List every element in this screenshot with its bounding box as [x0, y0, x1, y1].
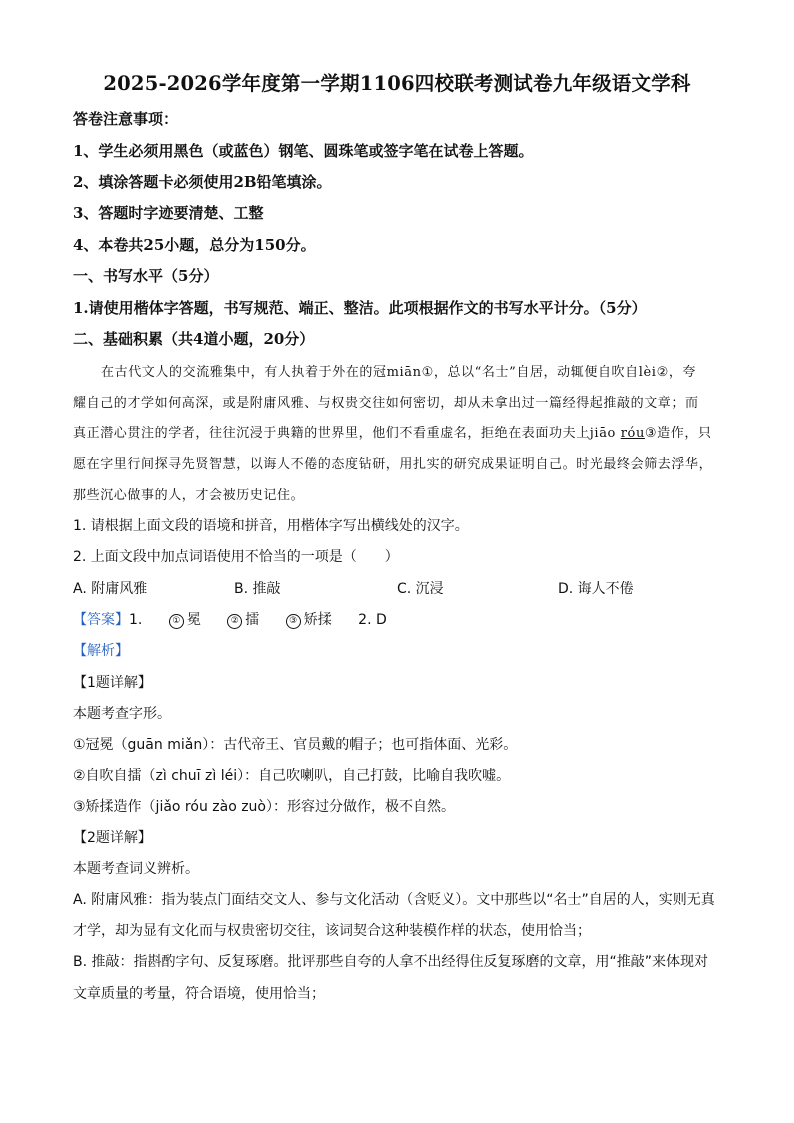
passage-line: 那些沉心做事的人，才会被历史记住。: [73, 488, 305, 503]
q1-intro: 本题考查字形。: [73, 706, 171, 722]
answer-q1-number: 1.: [129, 612, 143, 628]
analysis-tag: 【解析】: [73, 643, 129, 659]
option-d: D. 诲人不倦: [558, 581, 634, 597]
q1-detail-heading: 【1题详解】: [73, 675, 152, 691]
option-c: C. 沉浸: [397, 581, 444, 597]
passage-line: 耀自己的才学如何高深，或是附庸风雅、与权贵交往如何密切，却从未拿出过一篇经得起推敲的文章；而: [73, 396, 699, 411]
passage-line: 在古代文人的交流雅集中，有人执着于外在的冠miān①，总以“名士”自居，动辄便自吹自lèi②，夸: [101, 365, 697, 380]
q2-explain-b: B. 推敲：指斟酌字句、反复琢磨。批评那些自夸的人拿不出经得住反复琢磨的文章，用“推敲”来体现对: [73, 954, 709, 970]
answer-mark: ②: [227, 614, 242, 629]
answer-tag: 【答案】: [73, 612, 129, 628]
answer-q2: 2. D: [358, 612, 387, 628]
exam-title: 2025-2026学年度第一学期1106四校联考测试卷九年级语文学科: [103, 72, 691, 95]
answer-value: 擂: [245, 612, 260, 628]
passage-text: 真正潜心贯注的学者，往往沉浸于典籍的世界里，他们不看重虚名，拒绝在表面功夫上jiāo: [73, 426, 621, 441]
section1-heading: 一、书写水平（5分）: [73, 267, 219, 285]
option-b: B. 推敲: [234, 581, 281, 597]
question-1: 1. 请根据上面文段的语境和拼音，用楷体字写出横线处的汉字。: [73, 518, 469, 534]
answer-line: [73, 609, 387, 629]
q1-item: ③矫揉造作（jiǎo róu zào zuò）：形容过分做作，极不自然。: [73, 799, 455, 815]
notice-item: 4、本卷共25小题，总分为150分。: [73, 236, 316, 254]
question-2: 2. 上面文段中加点词语使用不恰当的一项是（ ）: [73, 549, 399, 565]
q2-intro: 本题考查词义辨析。: [73, 861, 199, 877]
answer-value: 冕: [186, 612, 201, 628]
notice-item: 3、答题时字迹要清楚、工整: [73, 204, 264, 222]
passage-line: [73, 422, 712, 441]
q1-item: ②自吹自擂（zì chuī zì léi）：自己吹喇叭，自己打鼓，比喻自我吹嘘。: [73, 768, 511, 784]
section2-heading: 二、基础积累（共4道小题，20分）: [73, 330, 315, 348]
notice-item: 1、学生必须用黑色（或蓝色）钢笔、圆珠笔或签字笔在试卷上答题。: [73, 142, 534, 160]
passage-text: ③造作，只: [644, 426, 712, 441]
section1-item: 1.请使用楷体字答题，书写规范、端正、整洁。此项根据作文的书写水平计分。（5分）: [73, 299, 647, 317]
notice-item: 2、填涂答题卡必须使用2B铅笔填涂。: [73, 173, 332, 191]
passage-line: 愿在字里行间探寻先贤智慧，以诲人不倦的态度钻研，用扎实的研究成果证明自己。时光最终会筛去浮华，: [73, 457, 713, 472]
option-a: A. 附庸风雅: [73, 581, 148, 597]
answer-mark: ①: [169, 614, 184, 629]
q1-item: ①冠冕（guān miǎn）：古代帝王、官员戴的帽子；也可指体面、光彩。: [73, 737, 518, 753]
pinyin-blank: róu: [620, 426, 645, 441]
q2-explain-a: A. 附庸风雅：指为装点门面结交文人、参与文化活动（含贬义）。文中那些以“名士”自居的人，实则无真: [73, 892, 715, 908]
q2-explain-b: 文章质量的考量，符合语境，使用恰当；: [73, 986, 325, 1002]
answer-mark: ③: [286, 614, 301, 629]
answer-value: 矫揉: [303, 612, 332, 628]
q2-explain-a: 才学，却为显有文化而与权贵密切交往，该词契合这种装模作样的状态，使用恰当；: [73, 923, 591, 939]
notice-heading: 答卷注意事项：: [73, 110, 179, 128]
q2-detail-heading: 【2题详解】: [73, 830, 152, 846]
